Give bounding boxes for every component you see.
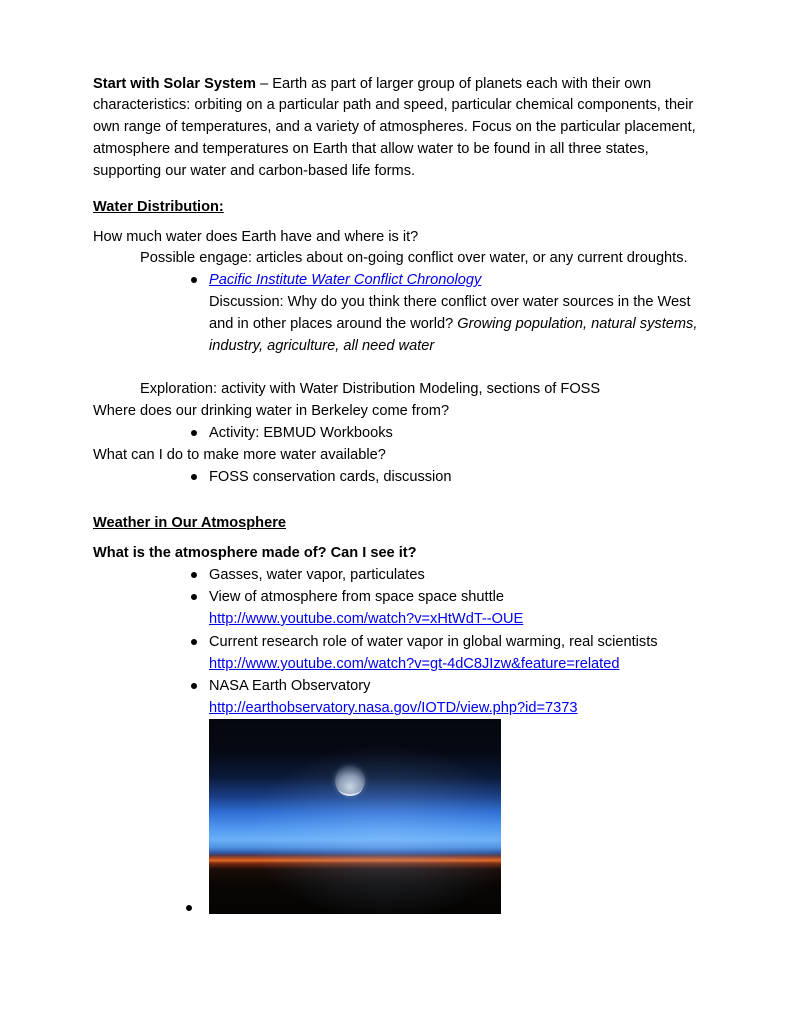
water-question-3: What can I do to make more water available? xyxy=(93,447,386,463)
solar-system-line-1 xyxy=(93,73,651,95)
discussion-text-2: and in other places around the world? xyxy=(209,316,458,332)
activity-ebmud: Activity: EBMUD Workbooks xyxy=(209,425,393,441)
discussion-line-2 xyxy=(209,313,697,335)
solar-system-line-5: supporting our water and carbon-based life forms. xyxy=(93,163,416,179)
weather-item-gasses: Gasses, water vapor, particulates xyxy=(209,567,425,583)
bullet-icon xyxy=(191,639,197,645)
discussion-answer-2: industry, agriculture, all need water xyxy=(209,338,435,354)
nasa-link[interactable]: http://earthobservatory.nasa.gov/IOTD/view.php?id=7373 xyxy=(209,700,578,716)
solar-system-heading: Start with Solar System xyxy=(93,76,257,92)
bullet-icon xyxy=(191,277,197,283)
foss-cards: FOSS conservation cards, discussion xyxy=(209,469,452,485)
nasa-link-line xyxy=(209,697,577,719)
discussion-answer-1: Growing population, natural systems, xyxy=(457,316,698,332)
discussion-line-1: Discussion: Why do you think there conflict over water sources in the West xyxy=(209,294,691,310)
possible-engage: Possible engage: articles about on-going conflict over water, or any current droughts. xyxy=(140,250,688,266)
solar-system-line-2: characteristics: orbiting on a particular path and speed, particular chemical components, their xyxy=(93,97,694,113)
bullet-icon xyxy=(191,572,197,578)
youtube-link-2[interactable]: http://www.youtube.com/watch?v=gt-4dC8JIzw&feature=related xyxy=(209,656,620,672)
weather-item-nasa: NASA Earth Observatory xyxy=(209,678,371,694)
atmosphere-question: What is the atmosphere made of? Can I see it? xyxy=(93,545,417,561)
pacific-institute-link[interactable]: Pacific Institute Water Conflict Chronology xyxy=(209,272,482,288)
bullet-icon xyxy=(191,594,197,600)
weather-item-research: Current research role of water vapor in global warming, real scientists xyxy=(209,634,658,650)
water-question-2: Where does our drinking water in Berkeley come from? xyxy=(93,403,450,419)
youtube-link-2-line xyxy=(209,653,619,675)
bullet-icon xyxy=(191,430,197,436)
solar-system-line-3: own range of temperatures, and a variety of atmospheres. Focus on the particular placement, xyxy=(93,119,696,135)
moon-icon xyxy=(335,766,365,796)
water-question-1: How much water does Earth have and where is it? xyxy=(93,229,419,245)
weather-heading: Weather in Our Atmosphere xyxy=(93,515,286,531)
youtube-link-1-line xyxy=(209,608,523,630)
atmosphere-photo xyxy=(209,719,501,914)
bullet-icon xyxy=(186,905,192,911)
weather-item-shuttle: View of atmosphere from space space shuttle xyxy=(209,589,505,605)
solar-system-line-4: atmosphere and temperatures on Earth that allow water to be found in all three states, xyxy=(93,141,649,157)
exploration-line: Exploration: activity with Water Distribution Modeling, sections of FOSS xyxy=(140,381,601,397)
solar-system-text-1: – Earth as part of larger group of planets each with their own xyxy=(256,76,652,92)
youtube-link-1[interactable]: http://www.youtube.com/watch?v=xHtWdT--OUE xyxy=(209,611,524,627)
water-distribution-heading: Water Distribution: xyxy=(93,199,224,215)
bullet-icon xyxy=(191,474,197,480)
atmosphere-haze xyxy=(209,719,501,914)
bullet-icon xyxy=(191,683,197,689)
pacific-institute-line xyxy=(209,269,481,291)
